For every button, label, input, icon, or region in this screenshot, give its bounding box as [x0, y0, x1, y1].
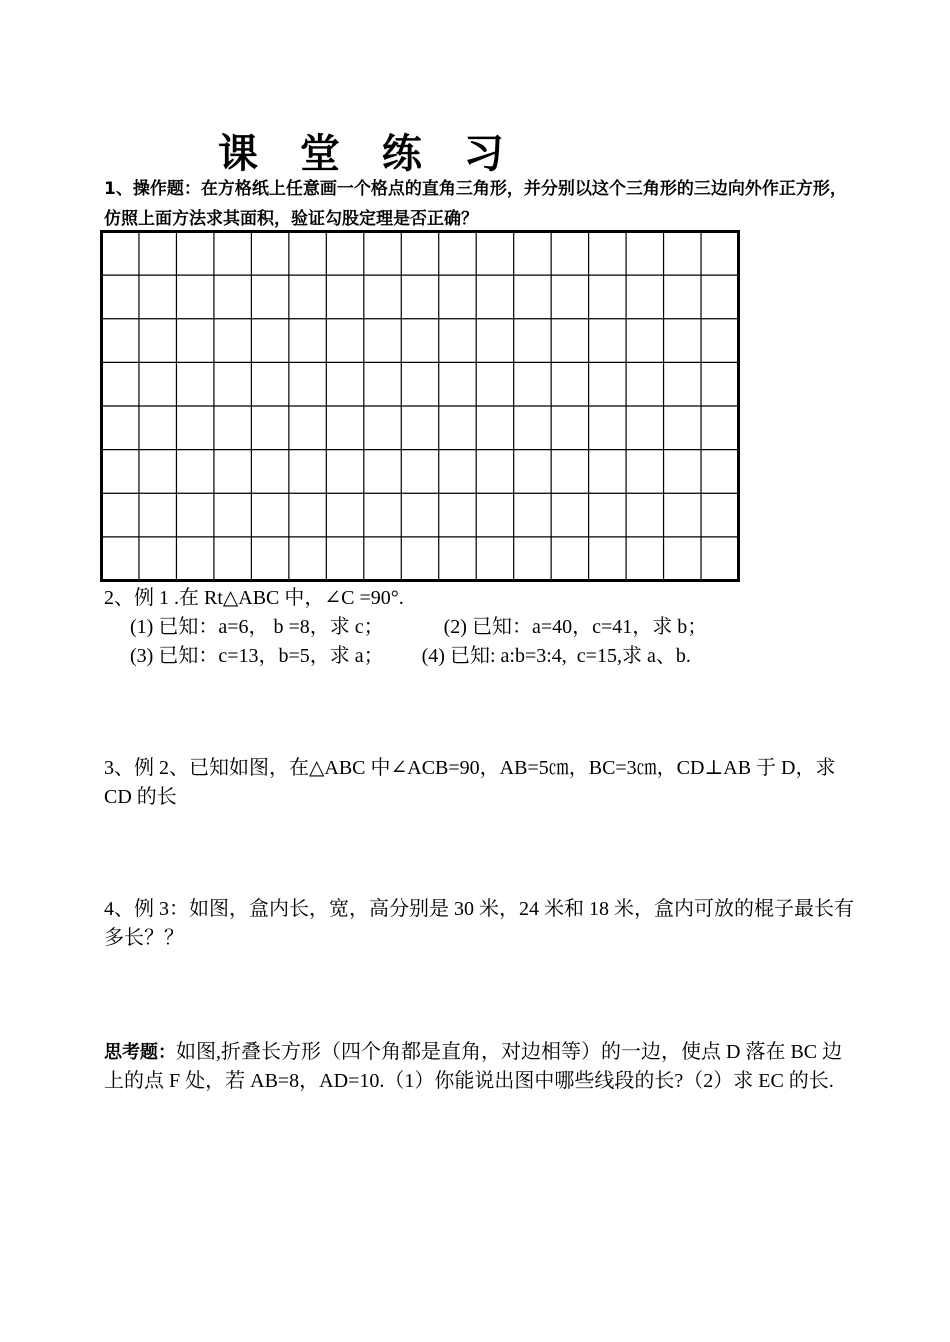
question-5	[104, 1038, 854, 1096]
question-5-text: 如图,折叠长方形（四个角都是直角，对边相等）的一边，使点 D 落在 BC 边上的点 F 处，若 AB=8，AD=10.（1）你能说出图中哪些线段的长?（2）求 EC 的长.	[104, 1041, 843, 1092]
grid-paper	[100, 230, 740, 582]
question-2-part-1: (1) 已知：a=6， b =8，求 c；	[130, 616, 384, 638]
question-2-part-3: (3) 已知：c=13，b=5，求 a；	[130, 645, 384, 667]
question-2-part-2: (2) 已知：a=40，c=41，求 b；	[443, 616, 708, 638]
question-3: 3、例 2、已知如图，在△ABC 中∠ACB=90，AB=5㎝，BC=3㎝，CD⊥AB 于 D，求 CD 的长	[104, 757, 836, 808]
question-2-heading: 2、例 1 .在 Rt△ABC 中，∠C =90°.	[104, 587, 404, 609]
question-4: 4、例 3：如图，盒内长，宽，高分别是 30 米，24 米和 18 米，盒内可放的棍子最长有多长？？	[104, 898, 854, 949]
page-title: 课 堂 练 习	[218, 131, 518, 177]
question-2	[104, 584, 854, 671]
grid-lines	[100, 230, 740, 582]
question-2-row-1	[104, 613, 854, 642]
question-5-label: 思考题：	[104, 1042, 176, 1063]
question-1: 1、操作题：在方格纸上任意画一个格点的直角三角形，并分别以这个三角形的三边向外作正方形，仿照上面方法求其面积，验证勾股定理是否正确？	[104, 179, 847, 229]
question-2-part-4: (4) 已知: a:b=3:4, c=15,求 a、b.	[421, 645, 691, 667]
question-2-row-2	[104, 642, 854, 671]
